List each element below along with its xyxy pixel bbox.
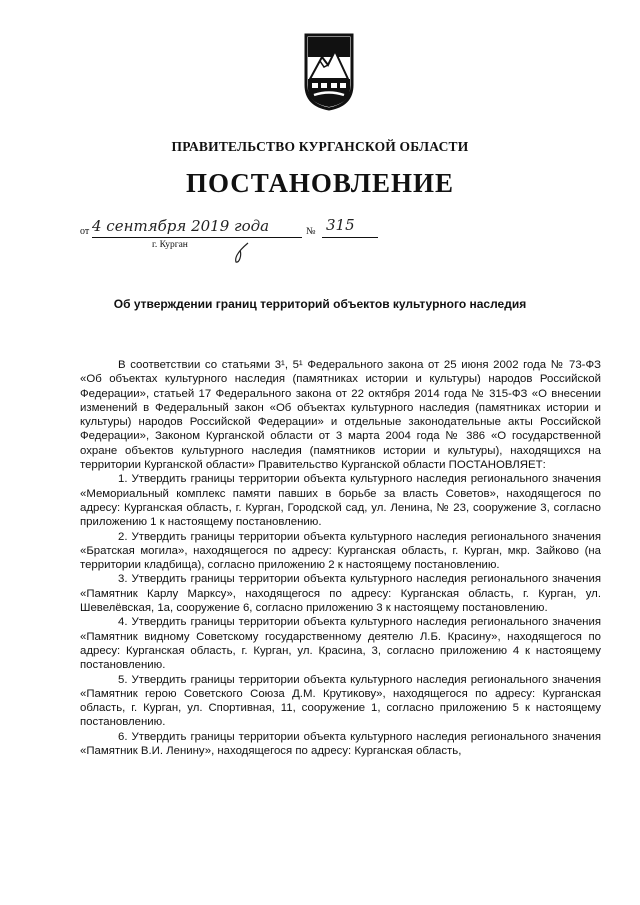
clause-2: 2. Утвердить границы территории объекта культурного наследия регионального значения «Братская могила», находящегося по адресу: Курганская область, г. Курган, мкр. Зайково (на территории кладбища), согласно приложению 2 к настоящему постановлению. bbox=[80, 530, 601, 572]
clause-4: 4. Утвердить границы территории объекта культурного наследия регионального значения «Памятник видному Советскому государственному деятелю Л.Б. Красину», находящегося по адресу: Курганская область, г. Курган, ул. Красина, 3, согласно приложению 4 к настоящему постановлению. bbox=[80, 616, 601, 672]
document-body bbox=[80, 358, 601, 758]
city-label: г. Курган bbox=[152, 240, 188, 250]
handwritten-date: 4 сентября 2019 года bbox=[92, 217, 270, 235]
clause-1: 1. Утвердить границы территории объекта культурного наследия регионального значения «Мемориальный комплекс памяти павших в борьбе за власть Советов», находящегося по адресу: Курганская область, г. Курган, Городской сад, ул. Ленина, № 23, сооружение 3, согласно приложению 1 к настоящему постановлению. bbox=[80, 473, 601, 529]
dateline bbox=[80, 216, 400, 256]
document-subject: Об утверждении границ территорий объектов культурного наследия bbox=[113, 297, 527, 311]
number-label: № bbox=[306, 226, 316, 237]
date-label: от bbox=[80, 226, 90, 237]
clause-6: 6. Утвердить границы территории объекта культурного наследия регионального значения «Памятник В.И. Ленину», находящегося по адресу: Курганская область, bbox=[80, 730, 601, 758]
clause-5: 5. Утвердить границы территории объекта культурного наследия регионального значения «Памятник герою Советского Союза Д.М. Крутикову», находящегося по адресу: Курганская область, г. Курган, ул. Спортивная, 11, сооружение 1, согласно приложению 5 к настоящему постановлению. bbox=[80, 673, 601, 729]
clause-3: 3. Утвердить границы территории объекта культурного наследия регионального значения «Памятник Карлу Марксу», находящегося по адресу: Курганская область, г. Курган, ул. Шевелёвская, 1а, сооружение 6, согласно приложению 3 к настоящему постановлению. bbox=[80, 573, 601, 615]
handwritten-number: 315 bbox=[326, 216, 355, 234]
preamble-paragraph: В соответствии со статьями 3¹, 5¹ Федерального закона от 25 июня 2002 года № 73-ФЗ «Об объектах культурного наследия (памятниках истории и культуры) народов Российской Федерации», статьей 17 Федерального закона от 22 октября 2014 года № 315-ФЗ «О внесении изменений в Федеральный закон «Об объектах культурного наследия (памятниках истории и культуры) народов Российской Федерации» и отдельные законодательные акты Российской Федерации», Законом Курганской области от 3 марта 2004 года № 386 «О государственной охране объектов культурного наследия (памятников истории и культуры), находящихся на территории Курганской области» Правительство Курганской области ПОСТАНОВЛЯЕТ: bbox=[80, 359, 601, 472]
pen-stroke-icon bbox=[230, 242, 254, 264]
coat-of-arms-icon bbox=[304, 33, 354, 111]
government-name: ПРАВИТЕЛЬСТВО КУРГАНСКОЙ ОБЛАСТИ bbox=[171, 139, 469, 154]
date-underline bbox=[92, 237, 302, 238]
number-underline bbox=[322, 237, 378, 238]
document-title: ПОСТАНОВЛЕНИЕ bbox=[185, 168, 455, 198]
